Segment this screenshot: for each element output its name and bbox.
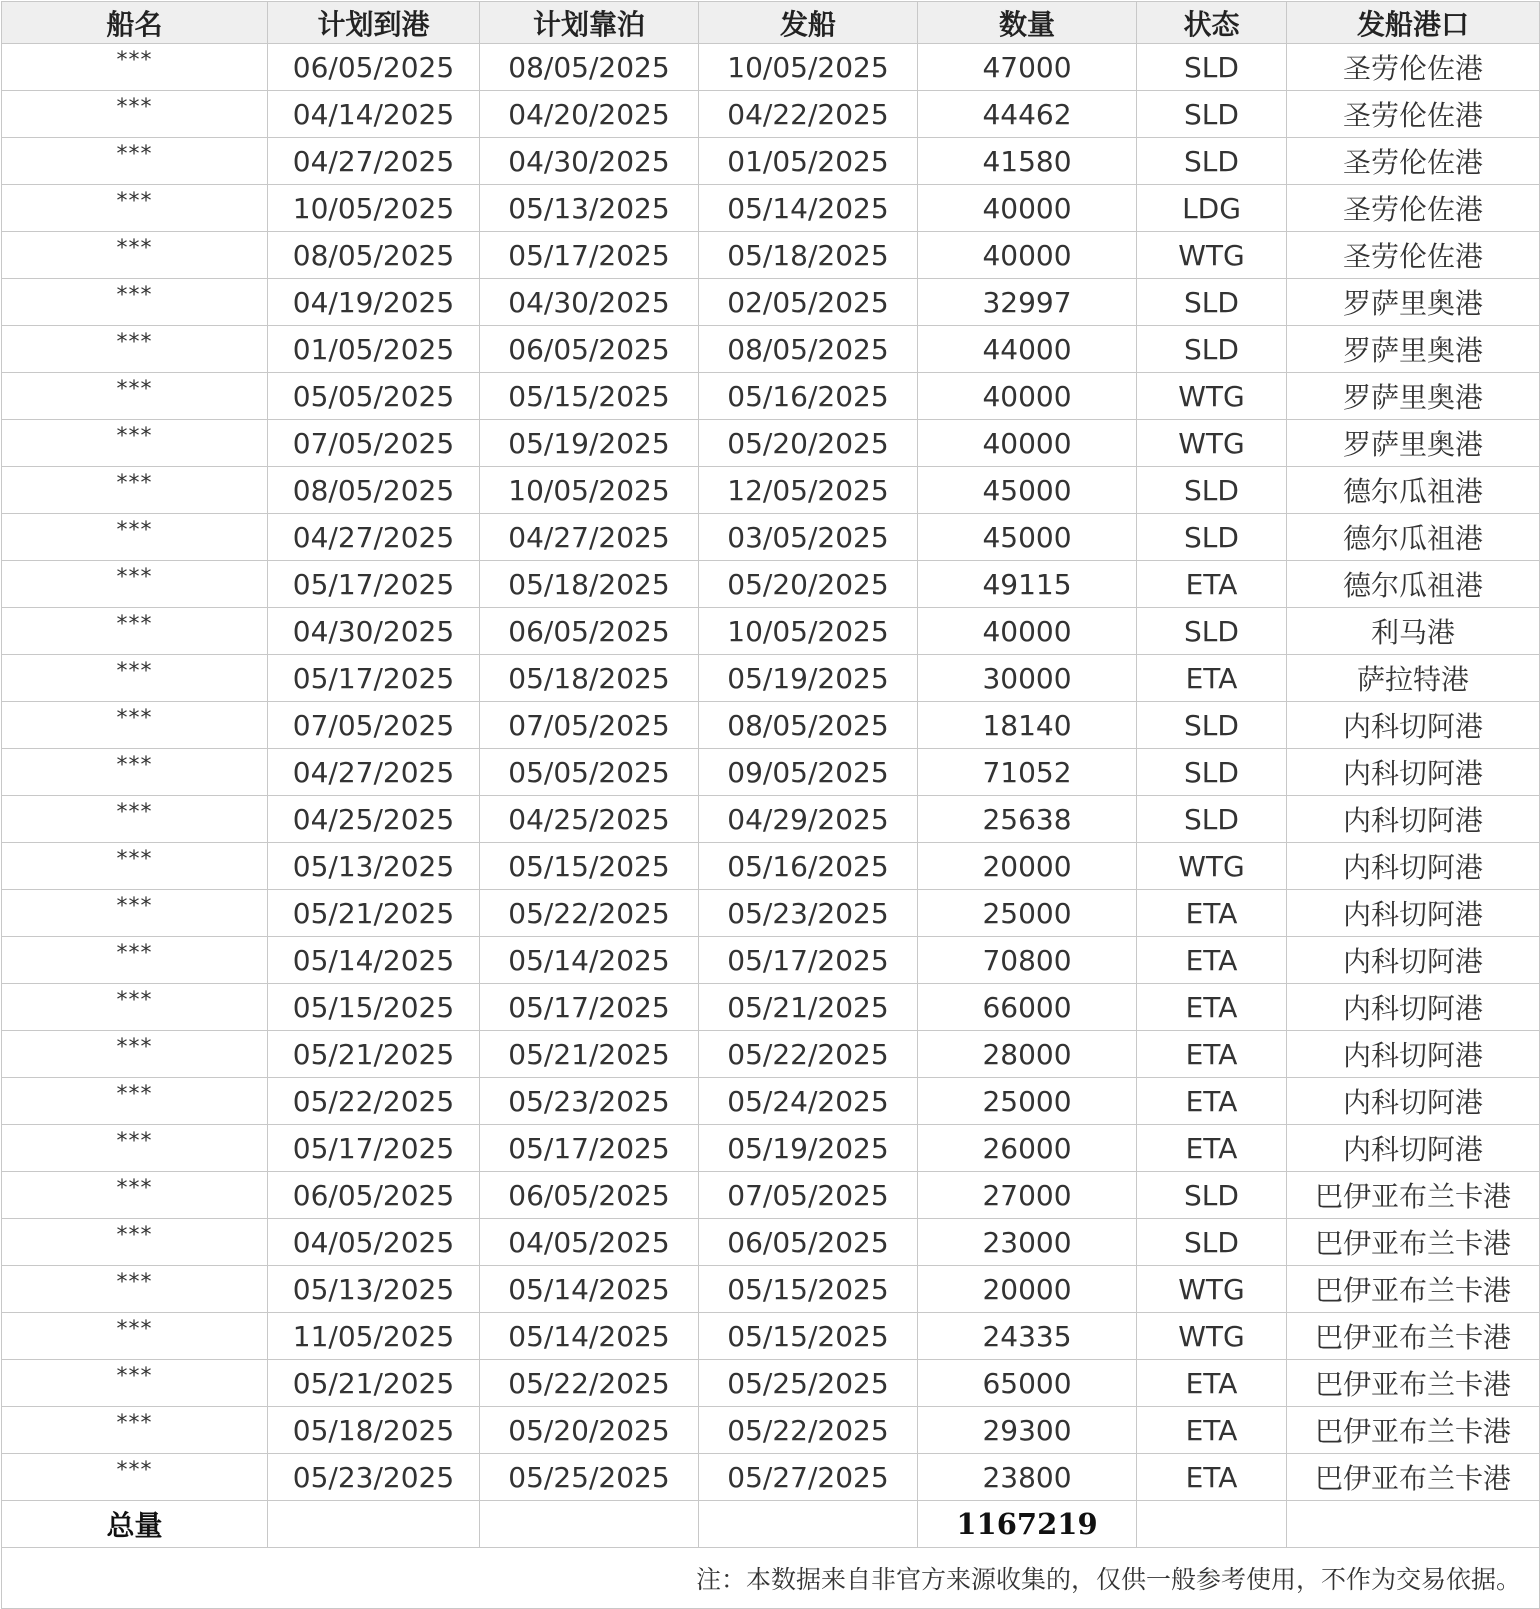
quantity-cell: 40000 [918, 185, 1137, 232]
status-cell: SLD [1137, 514, 1287, 561]
table-row [2, 420, 1540, 467]
planned-arrival-cell: 04/27/2025 [268, 514, 480, 561]
planned-arrival-cell: 05/23/2025 [268, 1454, 480, 1501]
quantity-cell: 20000 [918, 1266, 1137, 1313]
ship-name-cell: *** [2, 1266, 268, 1313]
sailing-date-cell: 05/16/2025 [699, 373, 918, 420]
loading-port-cell: 内科切阿港 [1287, 702, 1540, 749]
sailing-date-cell: 05/21/2025 [699, 984, 918, 1031]
quantity-cell: 41580 [918, 138, 1137, 185]
sailing-date-cell: 05/24/2025 [699, 1078, 918, 1125]
table-row [2, 373, 1540, 420]
shipment-table [1, 1, 1540, 1609]
planned-berthing-cell: 06/05/2025 [480, 1172, 699, 1219]
ship-name-cell: *** [2, 608, 268, 655]
status-cell: WTG [1137, 232, 1287, 279]
planned-berthing-cell: 05/15/2025 [480, 373, 699, 420]
table-row [2, 467, 1540, 514]
loading-port-cell: 巴伊亚布兰卡港 [1287, 1219, 1540, 1266]
sailing-date-cell: 01/05/2025 [699, 138, 918, 185]
total-empty-cell [699, 1501, 918, 1548]
planned-arrival-cell: 05/13/2025 [268, 1266, 480, 1313]
ship-name-cell: *** [2, 1454, 268, 1501]
planned-berthing-cell: 04/25/2025 [480, 796, 699, 843]
total-quantity: 1167219 [918, 1501, 1137, 1548]
planned-arrival-cell: 05/17/2025 [268, 561, 480, 608]
planned-arrival-cell: 04/19/2025 [268, 279, 480, 326]
quantity-cell: 28000 [918, 1031, 1137, 1078]
planned-berthing-cell: 05/17/2025 [480, 984, 699, 1031]
loading-port-cell: 萨拉特港 [1287, 655, 1540, 702]
ship-name-cell: *** [2, 561, 268, 608]
status-cell: SLD [1137, 44, 1287, 91]
table-row [2, 843, 1540, 890]
sailing-date-cell: 05/22/2025 [699, 1407, 918, 1454]
ship-name-cell: *** [2, 44, 268, 91]
planned-arrival-cell: 05/05/2025 [268, 373, 480, 420]
col-header-planned-arrival: 计划到港 [268, 2, 480, 44]
table-row [2, 326, 1540, 373]
loading-port-cell: 罗萨里奥港 [1287, 373, 1540, 420]
table-row [2, 702, 1540, 749]
planned-arrival-cell: 04/30/2025 [268, 608, 480, 655]
planned-berthing-cell: 04/05/2025 [480, 1219, 699, 1266]
quantity-cell: 40000 [918, 608, 1137, 655]
sailing-date-cell: 02/05/2025 [699, 279, 918, 326]
table-row [2, 984, 1540, 1031]
status-cell: SLD [1137, 702, 1287, 749]
sailing-date-cell: 09/05/2025 [699, 749, 918, 796]
loading-port-cell: 德尔瓜祖港 [1287, 561, 1540, 608]
status-cell: ETA [1137, 1078, 1287, 1125]
planned-arrival-cell: 01/05/2025 [268, 326, 480, 373]
planned-arrival-cell: 05/14/2025 [268, 937, 480, 984]
table-row [2, 91, 1540, 138]
loading-port-cell: 内科切阿港 [1287, 1031, 1540, 1078]
quantity-cell: 25000 [918, 1078, 1137, 1125]
table-row [2, 655, 1540, 702]
col-header-quantity: 数量 [918, 2, 1137, 44]
loading-port-cell: 内科切阿港 [1287, 1125, 1540, 1172]
sailing-date-cell: 05/20/2025 [699, 561, 918, 608]
table-row [2, 1172, 1540, 1219]
sailing-date-cell: 04/22/2025 [699, 91, 918, 138]
table-row [2, 1407, 1540, 1454]
sailing-date-cell: 12/05/2025 [699, 467, 918, 514]
loading-port-cell: 德尔瓜祖港 [1287, 467, 1540, 514]
ship-name-cell: *** [2, 420, 268, 467]
header-row [2, 2, 1540, 44]
planned-arrival-cell: 05/13/2025 [268, 843, 480, 890]
status-cell: SLD [1137, 749, 1287, 796]
status-cell: ETA [1137, 561, 1287, 608]
disclaimer-note: 注：本数据来自非官方来源收集的，仅供一般参考使用，不作为交易依据。 [2, 1548, 1540, 1609]
planned-berthing-cell: 05/18/2025 [480, 561, 699, 608]
planned-berthing-cell: 06/05/2025 [480, 326, 699, 373]
sailing-date-cell: 08/05/2025 [699, 702, 918, 749]
quantity-cell: 24335 [918, 1313, 1137, 1360]
status-cell: WTG [1137, 373, 1287, 420]
sailing-date-cell: 04/29/2025 [699, 796, 918, 843]
table-row [2, 1313, 1540, 1360]
planned-arrival-cell: 05/21/2025 [268, 890, 480, 937]
table-row [2, 138, 1540, 185]
ship-name-cell: *** [2, 702, 268, 749]
quantity-cell: 25000 [918, 890, 1137, 937]
ship-name-cell: *** [2, 984, 268, 1031]
col-header-planned-berthing: 计划靠泊 [480, 2, 699, 44]
planned-berthing-cell: 05/15/2025 [480, 843, 699, 890]
table-row [2, 514, 1540, 561]
planned-arrival-cell: 04/27/2025 [268, 138, 480, 185]
ship-name-cell: *** [2, 655, 268, 702]
quantity-cell: 65000 [918, 1360, 1137, 1407]
planned-arrival-cell: 04/27/2025 [268, 749, 480, 796]
quantity-cell: 49115 [918, 561, 1137, 608]
status-cell: SLD [1137, 326, 1287, 373]
planned-berthing-cell: 05/18/2025 [480, 655, 699, 702]
ship-name-cell: *** [2, 937, 268, 984]
planned-berthing-cell: 05/25/2025 [480, 1454, 699, 1501]
ship-name-cell: *** [2, 1125, 268, 1172]
loading-port-cell: 内科切阿港 [1287, 796, 1540, 843]
loading-port-cell: 内科切阿港 [1287, 984, 1540, 1031]
quantity-cell: 23800 [918, 1454, 1137, 1501]
loading-port-cell: 德尔瓜祖港 [1287, 514, 1540, 561]
loading-port-cell: 巴伊亚布兰卡港 [1287, 1360, 1540, 1407]
status-cell: WTG [1137, 843, 1287, 890]
quantity-cell: 44000 [918, 326, 1137, 373]
status-cell: LDG [1137, 185, 1287, 232]
ship-name-cell: *** [2, 326, 268, 373]
total-empty-cell [1137, 1501, 1287, 1548]
status-cell: WTG [1137, 1313, 1287, 1360]
table-row [2, 796, 1540, 843]
status-cell: SLD [1137, 1172, 1287, 1219]
ship-name-cell: *** [2, 91, 268, 138]
loading-port-cell: 利马港 [1287, 608, 1540, 655]
col-header-ship-name: 船名 [2, 2, 268, 44]
planned-berthing-cell: 06/05/2025 [480, 608, 699, 655]
planned-berthing-cell: 04/30/2025 [480, 138, 699, 185]
quantity-cell: 45000 [918, 467, 1137, 514]
planned-arrival-cell: 05/17/2025 [268, 1125, 480, 1172]
planned-berthing-cell: 05/17/2025 [480, 232, 699, 279]
loading-port-cell: 内科切阿港 [1287, 890, 1540, 937]
planned-berthing-cell: 05/13/2025 [480, 185, 699, 232]
table-row [2, 749, 1540, 796]
table-row [2, 608, 1540, 655]
planned-arrival-cell: 04/05/2025 [268, 1219, 480, 1266]
loading-port-cell: 巴伊亚布兰卡港 [1287, 1266, 1540, 1313]
table-row [2, 1360, 1540, 1407]
status-cell: ETA [1137, 937, 1287, 984]
table-row [2, 561, 1540, 608]
quantity-cell: 47000 [918, 44, 1137, 91]
ship-name-cell: *** [2, 1172, 268, 1219]
loading-port-cell: 巴伊亚布兰卡港 [1287, 1454, 1540, 1501]
planned-arrival-cell: 05/18/2025 [268, 1407, 480, 1454]
status-cell: SLD [1137, 608, 1287, 655]
quantity-cell: 45000 [918, 514, 1137, 561]
ship-name-cell: *** [2, 373, 268, 420]
planned-arrival-cell: 10/05/2025 [268, 185, 480, 232]
ship-name-cell: *** [2, 1078, 268, 1125]
table-row [2, 890, 1540, 937]
planned-berthing-cell: 04/20/2025 [480, 91, 699, 138]
ship-name-cell: *** [2, 1407, 268, 1454]
loading-port-cell: 罗萨里奥港 [1287, 420, 1540, 467]
planned-berthing-cell: 05/14/2025 [480, 1266, 699, 1313]
planned-arrival-cell: 11/05/2025 [268, 1313, 480, 1360]
quantity-cell: 23000 [918, 1219, 1137, 1266]
col-header-sailing: 发船 [699, 2, 918, 44]
planned-arrival-cell: 07/05/2025 [268, 702, 480, 749]
ship-name-cell: *** [2, 1031, 268, 1078]
loading-port-cell: 圣劳伦佐港 [1287, 232, 1540, 279]
planned-berthing-cell: 05/19/2025 [480, 420, 699, 467]
table-row [2, 44, 1540, 91]
quantity-cell: 30000 [918, 655, 1137, 702]
planned-arrival-cell: 05/15/2025 [268, 984, 480, 1031]
planned-arrival-cell: 05/17/2025 [268, 655, 480, 702]
sailing-date-cell: 05/27/2025 [699, 1454, 918, 1501]
planned-berthing-cell: 04/27/2025 [480, 514, 699, 561]
sailing-date-cell: 10/05/2025 [699, 608, 918, 655]
planned-arrival-cell: 05/21/2025 [268, 1360, 480, 1407]
planned-berthing-cell: 05/17/2025 [480, 1125, 699, 1172]
ship-name-cell: *** [2, 514, 268, 561]
status-cell: SLD [1137, 467, 1287, 514]
table-row [2, 1078, 1540, 1125]
sailing-date-cell: 05/23/2025 [699, 890, 918, 937]
col-header-status: 状态 [1137, 2, 1287, 44]
table-row [2, 1454, 1540, 1501]
planned-arrival-cell: 04/14/2025 [268, 91, 480, 138]
sailing-date-cell: 06/05/2025 [699, 1219, 918, 1266]
ship-name-cell: *** [2, 1360, 268, 1407]
status-cell: ETA [1137, 984, 1287, 1031]
loading-port-cell: 圣劳伦佐港 [1287, 138, 1540, 185]
sailing-date-cell: 05/20/2025 [699, 420, 918, 467]
table-row [2, 1125, 1540, 1172]
col-header-loading-port: 发船港口 [1287, 2, 1540, 44]
loading-port-cell: 圣劳伦佐港 [1287, 185, 1540, 232]
total-empty-cell [480, 1501, 699, 1548]
status-cell: ETA [1137, 890, 1287, 937]
table-row [2, 1266, 1540, 1313]
ship-name-cell: *** [2, 1313, 268, 1360]
sailing-date-cell: 05/25/2025 [699, 1360, 918, 1407]
planned-berthing-cell: 05/22/2025 [480, 890, 699, 937]
planned-berthing-cell: 05/14/2025 [480, 1313, 699, 1360]
status-cell: ETA [1137, 1125, 1287, 1172]
planned-arrival-cell: 05/21/2025 [268, 1031, 480, 1078]
sailing-date-cell: 10/05/2025 [699, 44, 918, 91]
sailing-date-cell: 05/18/2025 [699, 232, 918, 279]
quantity-cell: 20000 [918, 843, 1137, 890]
sailing-date-cell: 05/22/2025 [699, 1031, 918, 1078]
status-cell: ETA [1137, 1031, 1287, 1078]
planned-arrival-cell: 05/22/2025 [268, 1078, 480, 1125]
loading-port-cell: 内科切阿港 [1287, 937, 1540, 984]
status-cell: WTG [1137, 420, 1287, 467]
total-empty-cell [1287, 1501, 1540, 1548]
table-body [2, 44, 1540, 1501]
status-cell: ETA [1137, 1360, 1287, 1407]
loading-port-cell: 内科切阿港 [1287, 843, 1540, 890]
planned-berthing-cell: 05/22/2025 [480, 1360, 699, 1407]
ship-name-cell: *** [2, 796, 268, 843]
loading-port-cell: 内科切阿港 [1287, 1078, 1540, 1125]
loading-port-cell: 内科切阿港 [1287, 749, 1540, 796]
ship-name-cell: *** [2, 279, 268, 326]
loading-port-cell: 罗萨里奥港 [1287, 326, 1540, 373]
quantity-cell: 40000 [918, 232, 1137, 279]
table-row [2, 1031, 1540, 1078]
ship-name-cell: *** [2, 138, 268, 185]
planned-berthing-cell: 05/14/2025 [480, 937, 699, 984]
quantity-cell: 25638 [918, 796, 1137, 843]
planned-berthing-cell: 08/05/2025 [480, 44, 699, 91]
loading-port-cell: 巴伊亚布兰卡港 [1287, 1313, 1540, 1360]
quantity-cell: 32997 [918, 279, 1137, 326]
planned-berthing-cell: 04/30/2025 [480, 279, 699, 326]
sailing-date-cell: 03/05/2025 [699, 514, 918, 561]
table-row [2, 279, 1540, 326]
ship-name-cell: *** [2, 185, 268, 232]
ship-name-cell: *** [2, 843, 268, 890]
quantity-cell: 71052 [918, 749, 1137, 796]
planned-berthing-cell: 05/21/2025 [480, 1031, 699, 1078]
status-cell: WTG [1137, 1266, 1287, 1313]
planned-arrival-cell: 06/05/2025 [268, 1172, 480, 1219]
sailing-date-cell: 05/16/2025 [699, 843, 918, 890]
planned-arrival-cell: 04/25/2025 [268, 796, 480, 843]
sailing-date-cell: 05/14/2025 [699, 185, 918, 232]
status-cell: SLD [1137, 91, 1287, 138]
quantity-cell: 40000 [918, 420, 1137, 467]
planned-berthing-cell: 10/05/2025 [480, 467, 699, 514]
planned-berthing-cell: 05/20/2025 [480, 1407, 699, 1454]
ship-name-cell: *** [2, 232, 268, 279]
table-row [2, 185, 1540, 232]
status-cell: SLD [1137, 796, 1287, 843]
table-row [2, 232, 1540, 279]
status-cell: ETA [1137, 1407, 1287, 1454]
quantity-cell: 26000 [918, 1125, 1137, 1172]
sailing-date-cell: 05/15/2025 [699, 1266, 918, 1313]
sailing-date-cell: 05/19/2025 [699, 655, 918, 702]
note-row [2, 1548, 1540, 1609]
total-empty-cell [268, 1501, 480, 1548]
quantity-cell: 66000 [918, 984, 1137, 1031]
quantity-cell: 40000 [918, 373, 1137, 420]
status-cell: SLD [1137, 138, 1287, 185]
quantity-cell: 29300 [918, 1407, 1137, 1454]
loading-port-cell: 巴伊亚布兰卡港 [1287, 1407, 1540, 1454]
sailing-date-cell: 05/15/2025 [699, 1313, 918, 1360]
ship-name-cell: *** [2, 467, 268, 514]
sailing-date-cell: 05/17/2025 [699, 937, 918, 984]
planned-arrival-cell: 06/05/2025 [268, 44, 480, 91]
status-cell: SLD [1137, 279, 1287, 326]
loading-port-cell: 圣劳伦佐港 [1287, 91, 1540, 138]
quantity-cell: 70800 [918, 937, 1137, 984]
planned-berthing-cell: 07/05/2025 [480, 702, 699, 749]
table-row [2, 1219, 1540, 1266]
planned-arrival-cell: 07/05/2025 [268, 420, 480, 467]
planned-arrival-cell: 08/05/2025 [268, 232, 480, 279]
loading-port-cell: 罗萨里奥港 [1287, 279, 1540, 326]
ship-name-cell: *** [2, 749, 268, 796]
table-row [2, 937, 1540, 984]
sailing-date-cell: 05/19/2025 [699, 1125, 918, 1172]
sailing-date-cell: 07/05/2025 [699, 1172, 918, 1219]
planned-berthing-cell: 05/05/2025 [480, 749, 699, 796]
status-cell: ETA [1137, 1454, 1287, 1501]
quantity-cell: 44462 [918, 91, 1137, 138]
status-cell: ETA [1137, 655, 1287, 702]
status-cell: SLD [1137, 1219, 1287, 1266]
loading-port-cell: 巴伊亚布兰卡港 [1287, 1172, 1540, 1219]
total-label: 总量 [2, 1501, 268, 1548]
loading-port-cell: 圣劳伦佐港 [1287, 44, 1540, 91]
sailing-date-cell: 08/05/2025 [699, 326, 918, 373]
total-row [2, 1501, 1540, 1548]
ship-name-cell: *** [2, 890, 268, 937]
ship-name-cell: *** [2, 1219, 268, 1266]
quantity-cell: 27000 [918, 1172, 1137, 1219]
quantity-cell: 18140 [918, 702, 1137, 749]
planned-arrival-cell: 08/05/2025 [268, 467, 480, 514]
planned-berthing-cell: 05/23/2025 [480, 1078, 699, 1125]
